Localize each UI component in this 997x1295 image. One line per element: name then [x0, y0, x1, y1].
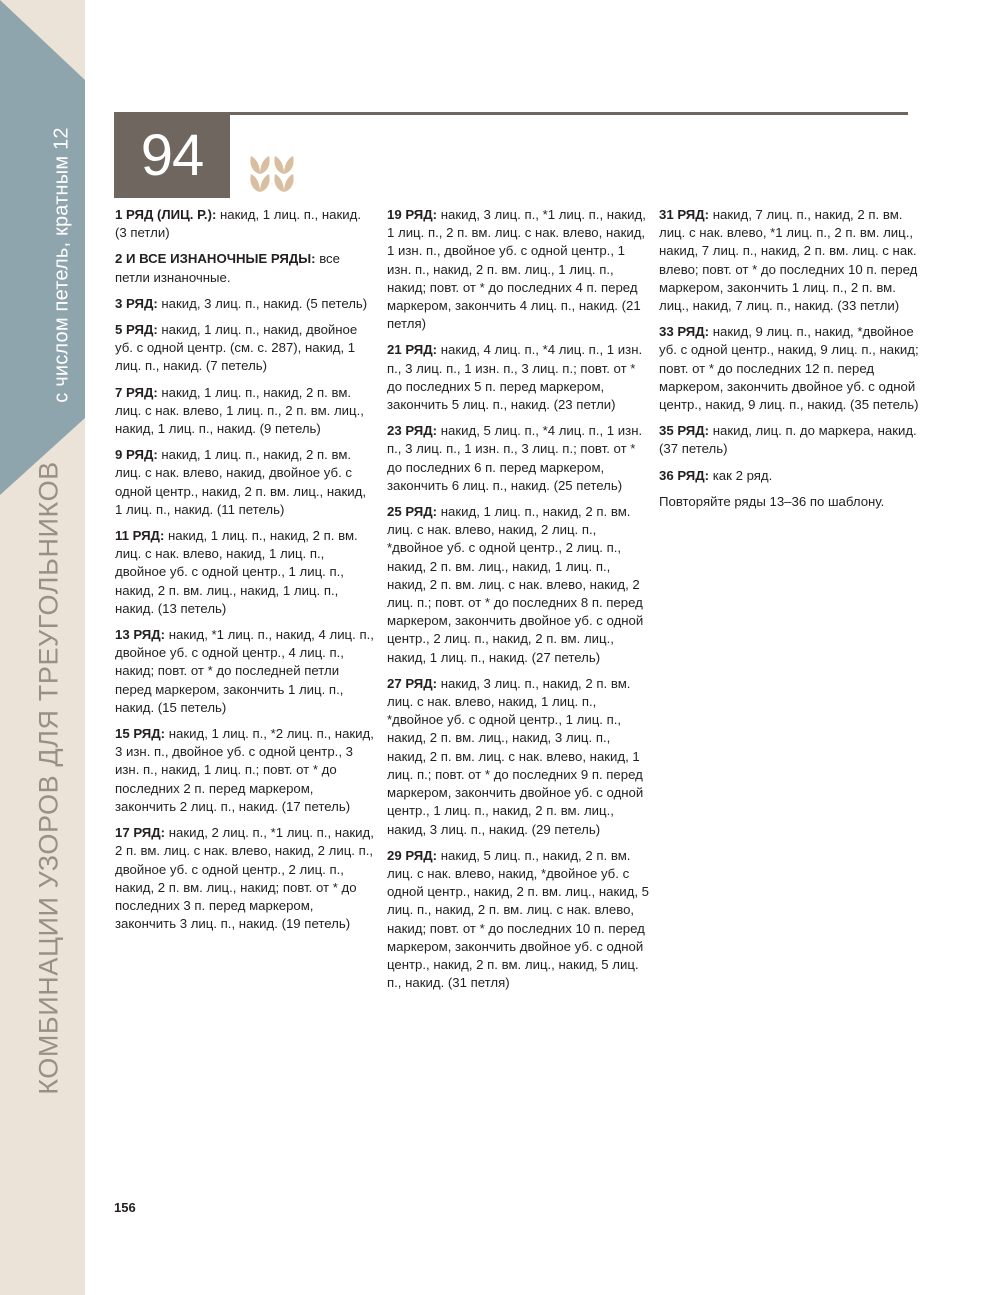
row-instruction: 35 РЯД: накид, лиц. п. до маркера, накид. (37 петель) — [659, 423, 917, 457]
row-instruction: 21 РЯД: накид, 4 лиц. п., *4 лиц. п., 1 изн. п., 3 лиц. п., 1 изн. п., 3 лиц. п.; повт. от * до последних 5 п. перед маркером, закончить 5 лиц. п., накид. (23 петли) — [387, 342, 643, 413]
row-instruction: 36 РЯД: как 2 ряд. — [659, 467, 773, 483]
row-instruction: 1 РЯД (ЛИЦ. Р.): накид, 1 лиц. п., накид. (3 петли) — [115, 207, 361, 241]
sidebar-category-title: КОМБИНАЦИИ УЗОРОВ ДЛЯ ТРЕУГОЛЬНИКОВ — [33, 461, 64, 1095]
instructions-column-1 — [115, 206, 375, 941]
row-instruction: 25 РЯД: накид, 1 лиц. п., накид, 2 п. вм. лиц. с нак. влево, накид, 2 лиц. п., *двойное уб. с одной центр., 2 лиц. п., накид, 2 п. вм. лиц., накид, 1 лиц. п., накид, 2 п. вм. лиц. с нак. влево, накид, 2 лиц. п.; повт. от * до последних 8 п. перед маркером, закончить двойное уб. с одной центр., 2 лиц. п., накид, 2 п. вм. лиц., накид, 1 лиц. п., накид. (27 петель) — [387, 504, 644, 665]
sidebar — [0, 0, 85, 1295]
instructions-column-3 — [659, 206, 919, 519]
repeat-note: Повторяйте ряды 13–36 по шаблону. — [659, 493, 885, 509]
row-instruction: 33 РЯД: накид, 9 лиц. п., накид, *двойное уб. с одной центр., накид, 9 лиц. п., накид; повт. от * до последних 12 п. перед маркером, закончить двойное уб. с одной центр., накид, 9 лиц. п., накид. (35 петель) — [659, 324, 919, 413]
row-instruction: 17 РЯД: накид, 2 лиц. п., *1 лиц. п., накид, 2 п. вм. лиц. с нак. влево, накид, 2 лиц. п., двойное уб. с одной центр., 2 лиц. п., накид, 2 п. вм. лиц., накид; повт. от * до последних 3 п. перед маркером, закончить 3 лиц. п., накид. (19 петель) — [115, 825, 374, 932]
row-instruction: 29 РЯД: накид, 5 лиц. п., накид, 2 п. вм. лиц. с нак. влево, накид, *двойное уб. с одной центр., накид, 2 п. вм. лиц., накид, 5 лиц. п., накид, 2 п. вм. лиц. с нак. влево, накид; повт. от * до последних 10 п. перед маркером, закончить двойное уб. с одной центр., накид, 2 п. вм. лиц., накид, 5 лиц. п., накид. (31 петля) — [387, 847, 649, 991]
row-instruction: 7 РЯД: накид, 1 лиц. п., накид, 2 п. вм. лиц. с нак. влево, 1 лиц. п., 2 п. вм. лиц., накид, 1 лиц. п., накид. (9 петель) — [115, 384, 364, 437]
page-number: 156 — [114, 1200, 136, 1215]
row-instruction: 23 РЯД: накид, 5 лиц. п., *4 лиц. п., 1 изн. п., 3 лиц. п., 1 изн. п., 3 лиц. п.; повт. от * до последних 6 п. перед маркером, закончить 6 лиц. п., накид. (25 петель) — [387, 423, 643, 493]
instructions-column-2 — [387, 206, 649, 1000]
row-instruction: 13 РЯД: накид, *1 лиц. п., накид, 4 лиц. п., двойное уб. с одной центр., 4 лиц. п., накид; повт. от * до последней петли перед маркером, закончить 1 лиц. п., накид. (15 петель) — [115, 627, 374, 715]
knit-stitches-icon — [248, 154, 298, 194]
row-instruction: 27 РЯД: накид, 3 лиц. п., накид, 2 п. вм. лиц. с нак. влево, накид, 1 лиц. п., *двойное уб. с одной центр., 1 лиц. п., накид, 2 п. вм. лиц., накид, 3 лиц. п., накид, 2 п. вм. лиц. с нак. влево, накид, 1 лиц. п.; повт. от * до последних 9 п. перед маркером, закончить двойное уб. с одной центр., 1 лиц. п., накид, 2 п. вм. лиц., накид, 3 лиц. п., накид. (29 петель) — [387, 675, 644, 837]
row-instruction: 5 РЯД: накид, 1 лиц. п., накид, двойное уб. с одной центр. (см. с. 287), накид, 1 лиц. п., накид. (7 петель) — [115, 322, 358, 374]
row-instruction: 31 РЯД: накид, 7 лиц. п., накид, 2 п. вм. лиц. с нак. влево, *1 лиц. п., 2 п. вм. лиц., накид, 7 лиц. п., накид, 2 п. вм. лиц. с нак. влево; повт. от * до последних 10 п. перед маркером, закончить 1 лиц. п., 2 п. вм. лиц., накид, 7 лиц. п., накид. (33 петли) — [659, 207, 918, 314]
row-instruction: 11 РЯД: накид, 1 лиц. п., накид, 2 п. вм. лиц. с нак. влево, накид, 1 лиц. п., двойное уб. с одной центр., 1 лиц. п., накид, 2 п. вм. лиц., накид, 1 лиц. п., накид. (13 петель) — [115, 528, 358, 616]
row-instruction: 15 РЯД: накид, 1 лиц. п., *2 лиц. п., накид, 3 изн. п., двойное уб. с одной центр., 3 изн. п., накид, 1 лиц. п.; повт. от * до последних 2 п. перед маркером, закончить 2 лиц. п., накид. (17 петель) — [115, 726, 374, 814]
row-instruction: 19 РЯД: накид, 3 лиц. п., *1 лиц. п., накид, 1 лиц. п., 2 п. вм. лиц. с нак. влево, накид, 1 изн. п., двойное уб. с одной центр., 1 изн. п., накид, 2 п. вм. лиц., 1 лиц. п., накид; повт. от * до последних 4 п. перед маркером, закончить 4 лиц. п., накид. (21 петля) — [387, 207, 646, 332]
header-rule — [114, 112, 908, 115]
row-instruction: 9 РЯД: накид, 1 лиц. п., накид, 2 п. вм. лиц. с нак. влево, накид, двойное уб. с одной центр., накид, 2 п. вм. лиц., накид, 1 лиц. п., накид. (11 петель) — [115, 447, 366, 517]
row-instruction: 2 И ВСЕ ИЗНАНОЧНЫЕ РЯДЫ: все петли изнаночные. — [115, 251, 340, 285]
sidebar-subtitle: с числом петель, кратным 12 — [50, 127, 73, 403]
row-instruction: 3 РЯД: накид, 3 лиц. п., накид. (5 петель) — [115, 295, 368, 311]
pattern-number: 94 — [114, 114, 230, 198]
